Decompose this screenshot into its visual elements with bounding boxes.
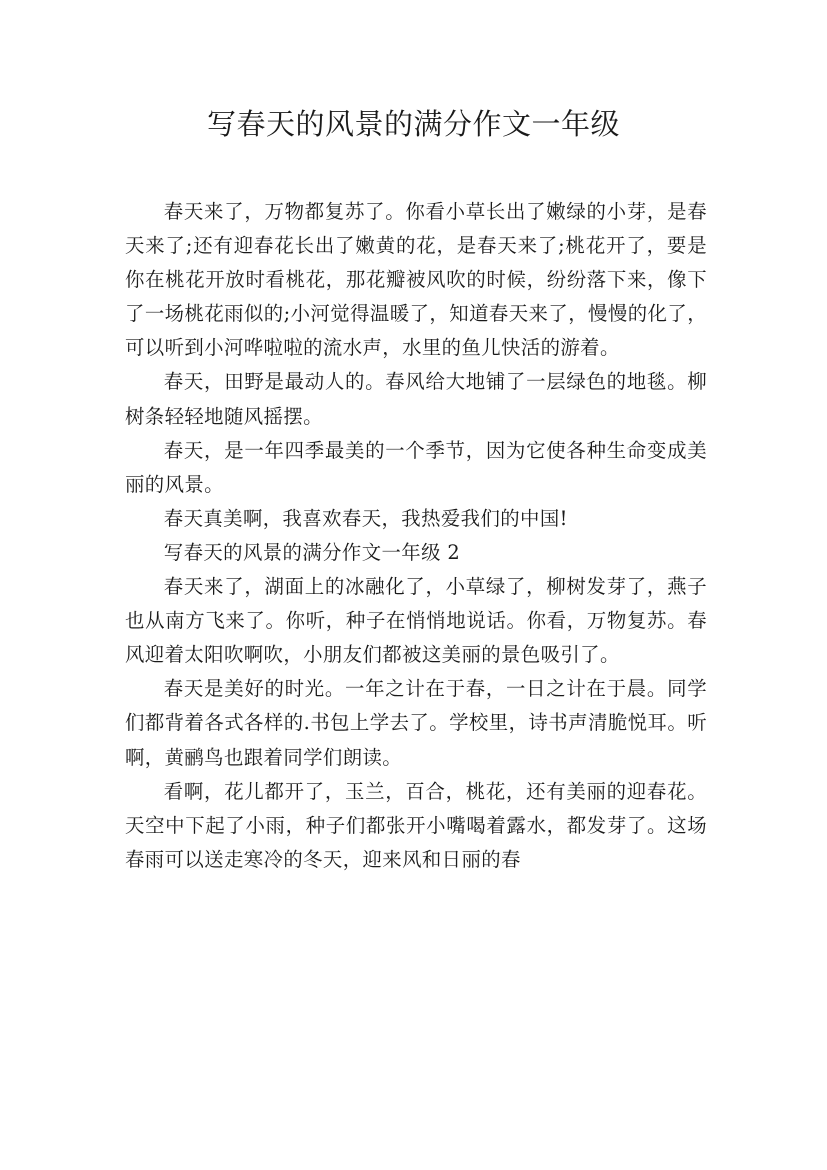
paragraph-1: 春天来了，万物都复苏了。你看小草长出了嫩绿的小芽，是春天来了;还有迎春花长出了嫩黄的花，是春天来了;桃花开了，要是你在桃花开放时看桃花，那花瓣被风吹的时候，纷纷落下来，像下了一场桃花雨似的;小河觉得温暖了，知道春天来了，慢慢的化了，可以听到小河哗啦啦的流水声，水里的鱼儿快活的游着。	[125, 200, 707, 360]
paragraph-4: 春天真美啊，我喜欢春天，我热爱我们的中国!	[163, 506, 568, 530]
paragraph-7: 看啊，花儿都开了，玉兰，百合，桃花，还有美丽的迎春花。天空中下起了小雨，种子们都张开小嘴喝着露水，都发芽了。这场春雨可以送走寒冷的冬天，迎来风和日丽的春	[125, 779, 707, 871]
paragraph-2: 春天，田野是最动人的。春风给大地铺了一层绿色的地毯。柳树条轻轻地随风摇摆。	[125, 370, 707, 428]
document-body	[125, 195, 707, 877]
paragraph-6: 春天是美好的时光。一年之计在于春，一日之计在于晨。同学们都背着各式各样的.书包上学去了。学校里，诗书声清脆悦耳。听啊，黄鹂鸟也跟着同学们朗读。	[125, 677, 707, 769]
paragraph-3: 春天，是一年四季最美的一个季节，因为它使各种生命变成美丽的风景。	[125, 438, 707, 496]
document-title: 写春天的风景的满分作文一年级	[206, 107, 620, 141]
paragraph-5: 春天来了，湖面上的冰融化了，小草绿了，柳树发芽了，燕子也从南方飞来了。你听，种子在悄悄地说话。你看，万物复苏。春风迎着太阳吹啊吹，小朋友们都被这美丽的景色吸引了。	[125, 575, 707, 667]
section-subtitle: 写春天的风景的满分作文一年级 2	[163, 540, 461, 564]
